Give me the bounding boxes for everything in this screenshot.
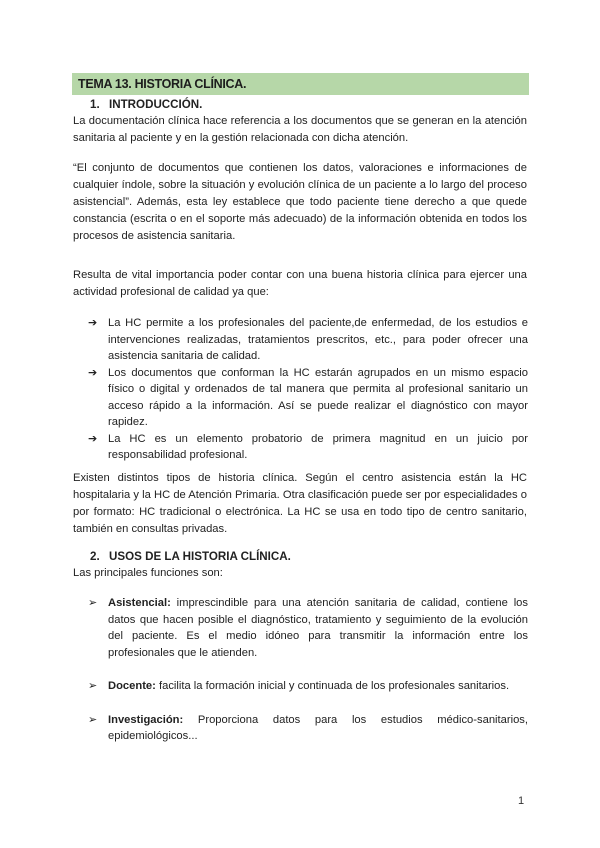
list-item-text: Los documentos que conforman la HC estarán agrupados en un mismo espacio físico o digital y ordenados de tal manera que permita al profesional sanitario un acceso rápido a la información. Así se puede realizar el diagnóstico con mayor rapidez.: [108, 366, 528, 428]
functions-intro: Las principales funciones son:: [73, 567, 223, 579]
arrow-icon: ➔: [88, 317, 98, 329]
list-item: [88, 365, 528, 431]
list-item: [88, 431, 528, 464]
list-item: [88, 595, 528, 661]
definition-paragraph: “El conjunto de documentos que contienen los datos, valoraciones e informaciones de cualquier índole, sobre la situación y evolución clínica de un paciente a lo largo del proceso asistencial”. Además, esta ley establece que todo paciente tiene derecho a que quede constancia (escrita o en el soporte más adecuado) de la información obtenida en todos los procesos de asistencia sanitaria.: [73, 162, 527, 242]
types-paragraph: Existen distintos tipos de historia clínica. Según el centro asistencia están la HC hospitalaria y la HC de Atención Primaria. Otra clasificación puede ser por especialidades o por formato: HC tradicional o electrónica. La HC se usa en todo tipo de centro sanitario, también en consultas privadas.: [73, 472, 527, 535]
function-term: Investigación:: [108, 713, 184, 726]
list-item: [88, 712, 528, 745]
chevron-right-icon: ➢: [88, 597, 98, 609]
function-text: imprescindible para una atención sanitaria de calidad, contiene los datos que hacen posible el diagnóstico, tratamiento y seguimiento de la evolución del paciente. Es el medio idóneo para transmitir la información entre los profesionales que le atienden.: [108, 597, 528, 659]
importance-list: [88, 315, 528, 464]
section-title: USOS DE LA HISTORIA CLÍNICA.: [109, 550, 291, 563]
list-item: [88, 315, 528, 365]
section-number: 2.: [90, 550, 100, 563]
list-item: [88, 678, 528, 695]
function-text: facilita la formación inicial y continuada de los profesionales sanitarios.: [155, 680, 510, 692]
function-term: Asistencial:: [108, 597, 171, 609]
function-text: Proporciona datos para los estudios médico-sanitarios, epidemiológicos...: [108, 713, 528, 742]
list-spacer: [88, 695, 528, 712]
chevron-right-icon: ➢: [88, 680, 98, 692]
functions-list: [88, 595, 528, 745]
intro-paragraph: La documentación clínica hace referencia a los documentos que se generan en la atención sanitaria al paciente y en la gestión relacionada con dicha atención.: [73, 115, 527, 144]
chevron-right-icon: ➢: [88, 713, 98, 726]
importance-paragraph: Resulta de vital importancia poder contar con una buena historia clínica para ejercer una actividad profesional de calidad ya que:: [73, 269, 527, 298]
section-number: 1.: [90, 98, 100, 111]
topic-title-bar: [72, 73, 529, 95]
topic-title: TEMA 13. HISTORIA CLÍNICA.: [78, 77, 247, 91]
list-spacer: [88, 661, 528, 678]
list-item-text: La HC permite a los profesionales del paciente,de enfermedad, de los estudios e intervenciones realizadas, tratamientos prescritos, etc., para poder ofrecer una asistencia sanitaria de calidad.: [108, 317, 528, 362]
function-term: Docente:: [108, 680, 156, 692]
arrow-icon: ➔: [88, 366, 98, 379]
list-item-text: La HC es un elemento probatorio de primera magnitud en un juicio por responsabilidad profesional.: [108, 432, 528, 461]
section-title: INTRODUCCIÓN.: [109, 98, 203, 111]
arrow-icon: ➔: [88, 432, 98, 445]
page-number: 1: [518, 795, 525, 807]
